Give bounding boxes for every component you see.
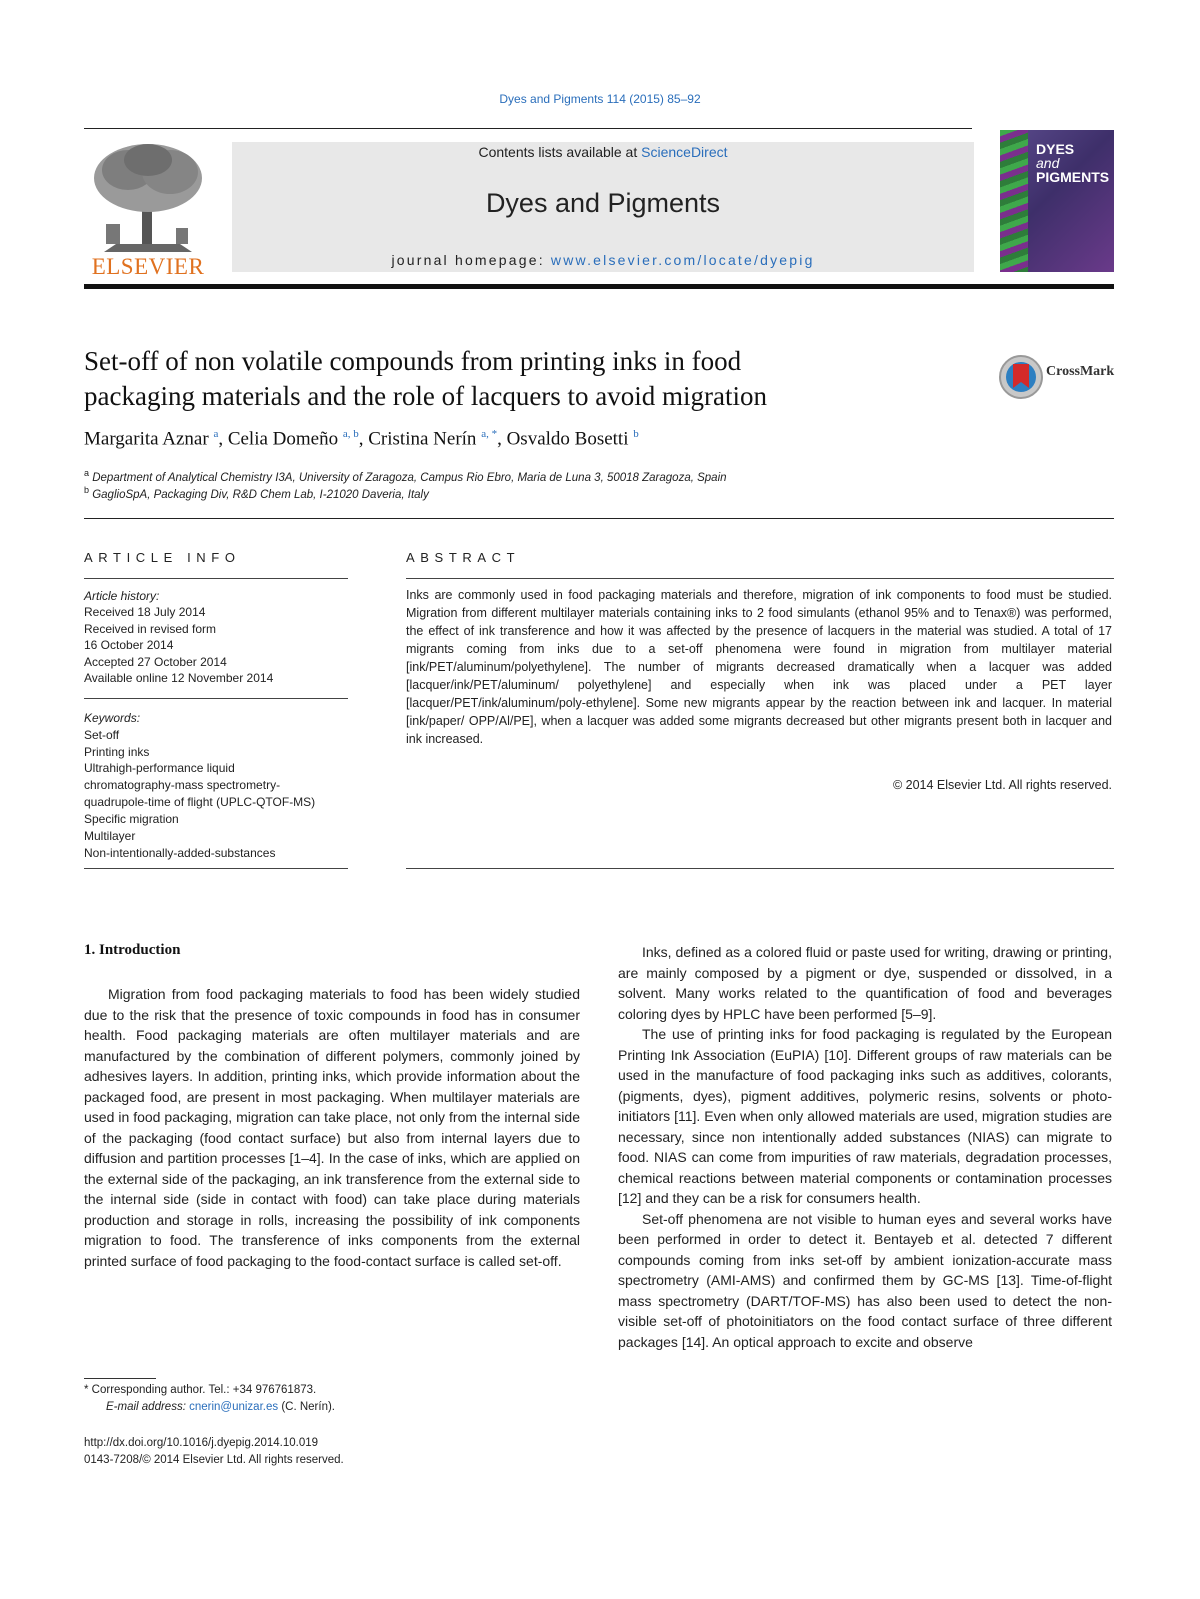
elsevier-wordmark: ELSEVIER [91, 254, 205, 279]
author-affiliation-mark[interactable]: a, b [342, 428, 359, 440]
contents-prefix: Contents lists available at [478, 144, 638, 160]
body-paragraph: The use of printing inks for food packaging is regulated by the European Printing Ink Association (EuPIA) [10]. Different groups of raw materials can be used in the manufacture of food packaging inks such as additives, colorants, (pigments, dyes), pigment additives, polymeric resins, solvents or photo-initiators [11]. Even when only allowed materials are used, migration studies are necessary, since non intentionally added substances (NIAS) can migrate to food. NIAS can come from impurities of raw materials, degradation processes, chemical reactions between material components or contamination processes [12] and they can be a risk for consumers health. [618, 1026, 1112, 1206]
history-label: Article history: [84, 589, 160, 603]
homepage-link[interactable]: www.elsevier.com/locate/dyepig [550, 252, 815, 268]
affiliation-text: GaglioSpA, Packaging Div, R&D Chem Lab, I-21020 Daveria, Italy [92, 488, 429, 501]
keyword: Ultrahigh-performance liquid [84, 761, 235, 775]
doi-link[interactable]: http://dx.doi.org/10.1016/j.dyepig.2014.10.019 [84, 1437, 319, 1449]
article-title-line: Set-off of non volatile compounds from printing inks in food [84, 346, 742, 376]
keyword: Multilayer [84, 829, 136, 843]
abstract-rule [406, 578, 1114, 579]
author-affiliation-mark[interactable]: a, * [481, 428, 498, 440]
history-item: Accepted 27 October 2014 [84, 655, 227, 669]
author-list [84, 428, 639, 450]
elsevier-logo [84, 140, 212, 280]
article-title [84, 344, 964, 414]
article-info-rule [84, 578, 348, 579]
email-suffix: (C. Nerín). [281, 1401, 335, 1413]
author-separator: , [218, 428, 228, 450]
homepage-prefix: journal homepage: [391, 252, 545, 268]
author-separator: , [497, 428, 507, 450]
section-rule [84, 518, 1114, 519]
info-bottom-rule [84, 868, 348, 869]
keywords-label: Keywords: [84, 711, 141, 725]
body-column-left [84, 984, 580, 1271]
author-name: Celia Domeño [227, 428, 339, 450]
keyword: Printing inks [84, 745, 150, 759]
history-item: 16 October 2014 [84, 638, 174, 652]
body-paragraph: Inks, defined as a colored fluid or paste used for writing, drawing or printing, are mainly composed by a pigment or dye, suspended or dissolved, in a solvent. Many works related to the quantification of food and beverages coloring dyes by HPLC have been performed [5–9]. [618, 944, 1112, 1022]
article-title-line: packaging materials and the role of lacquers to avoid migration [84, 381, 768, 411]
affiliation-mark: b [84, 485, 90, 495]
contents-line [232, 144, 974, 160]
article-info-heading: ARTICLE INFO [84, 550, 241, 565]
email-line [106, 1401, 335, 1413]
cover-title [1036, 142, 1109, 184]
author-name: Margarita Aznar [84, 428, 209, 450]
journal-citation[interactable]: Dyes and Pigments 114 (2015) 85–92 [499, 92, 701, 106]
crossmark-label[interactable]: CrossMark [1046, 364, 1115, 379]
cover-title-line: DYES [1036, 141, 1075, 157]
keyword: quadrupole-time of flight (UPLC-QTOF-MS) [84, 795, 316, 809]
abstract-copyright: © 2014 Elsevier Ltd. All rights reserved. [892, 778, 1112, 792]
cover-title-line: PIGMENTS [1036, 169, 1110, 185]
cover-pattern [1000, 130, 1028, 272]
affiliation-text: Department of Analytical Chemistry I3A, University of Zaragoza, Campus Rio Ebro, Maria de Luna 3, 50018 Zaragoza, Spain [92, 471, 727, 484]
keyword: Non-intentionally-added-substances [84, 846, 276, 860]
history-item: Received 18 July 2014 [84, 605, 206, 619]
journal-name: Dyes and Pigments [485, 188, 721, 218]
abstract-bottom-rule [406, 868, 1114, 869]
affiliation [84, 468, 727, 484]
author-affiliation-mark[interactable]: b [633, 428, 639, 440]
sciencedirect-link[interactable]: ScienceDirect [641, 144, 728, 160]
crossmark-icon[interactable] [998, 354, 1044, 400]
homepage-line [232, 252, 974, 268]
affiliation [84, 485, 429, 501]
body-paragraph: Set-off phenomena are not visible to human eyes and several works have been performed in order to detect it. Bentayeb et al. detected 7 different compounds coming from inks set-off by ambient ionization-accurate mass spectrometry (AMI-AMS) and confirmed them by GC-MS [13]. Time-of-flight mass spectrometry (DART/TOF-MS) has also been used to detect the non-visible set-off of photoinitiators on the food contact surface of three different packages [14]. An optical approach to excite and observe [618, 1210, 1112, 1350]
email-label: E-mail address: [106, 1401, 186, 1413]
abstract-heading: ABSTRACT [406, 550, 521, 565]
introduction-heading: 1. Introduction [84, 942, 181, 958]
keyword: chromatography-mass spectrometry- [84, 778, 281, 792]
abstract-text: Inks are commonly used in food packaging materials and therefore, migration of ink components to food must be studied. Migration from different multilayer materials containing inks to 2 food simulants (ethanol 95% and to Tenax®) was performed, the effect of ink transference and how it was affected by the presence of lacquers in the material was studied. A total of 17 migrants coming from inks due to a set-off phenomena were found in migration from multilayer material [ink/PET/aluminum/polyethylene]. The number of migrants decreased dramatically when a lacquer was added [lacquer/ink/PET/aluminum/ polyethylene] and especially when ink was placed under a PET layer [lacquer/PET/ink/aluminum/poly-ethylene]. Some new migrants appear by the reaction between ink and lacquer. In material [ink/paper/ OPP/Al/PE], when a lacquer was added some migrants decreased but other migrants present both in lacquer and ink increased. [406, 588, 1112, 746]
history-item: Received in revised form [84, 622, 217, 636]
elsevier-tree-icon [84, 140, 212, 258]
footnote-rule [84, 1378, 156, 1379]
affiliation-mark: a [84, 468, 90, 478]
issn-line: 0143-7208/© 2014 Elsevier Ltd. All rights reserved. [84, 1454, 344, 1466]
keyword: Set-off [84, 728, 120, 742]
corresponding-author-note: * Corresponding author. Tel.: +34 976761873. [84, 1384, 317, 1396]
author-name: Cristina Nerín [368, 428, 477, 450]
keywords-rule [84, 698, 348, 699]
journal-cover [1000, 130, 1114, 272]
header-rule [84, 128, 972, 129]
history-item: Available online 12 November 2014 [84, 671, 274, 685]
journal-banner [232, 142, 974, 272]
cover-title-line: and [1036, 155, 1060, 171]
body-column-right [618, 942, 1112, 1352]
header-thick-rule [84, 284, 1114, 289]
author-affiliation-mark[interactable]: a [213, 428, 219, 440]
email-link[interactable]: cnerin@unizar.es [189, 1401, 279, 1413]
body-paragraph: Migration from food packaging materials to food has been widely studied due to the risk that the presence of toxic compounds in food has in consumer health. Food packaging materials are often multilayer materials and are manufactured by the combination of different polymers, commonly joined by adhesives layers. In addition, printing inks, which provide information about the packaged food, are present in most packaging. When multilayer materials are used in food packaging, migration can take place, not only from the internal side of the packaging (food contact surface) but also from internal layers due to diffusion and partition processes [1–4]. In the case of inks, which are applied on the external side of the packaging, an ink transference from the external side to the internal side (side in contact with food) can take place during materials production and storage in rolls, increasing the possibility of ink components migration to food. The transference of inks components from the external printed surface of food packaging to the food-contact surface is called set-off. [84, 986, 580, 1269]
author-separator: , [358, 428, 369, 450]
keyword: Specific migration [84, 812, 179, 826]
author-name: Osvaldo Bosetti [506, 428, 629, 450]
